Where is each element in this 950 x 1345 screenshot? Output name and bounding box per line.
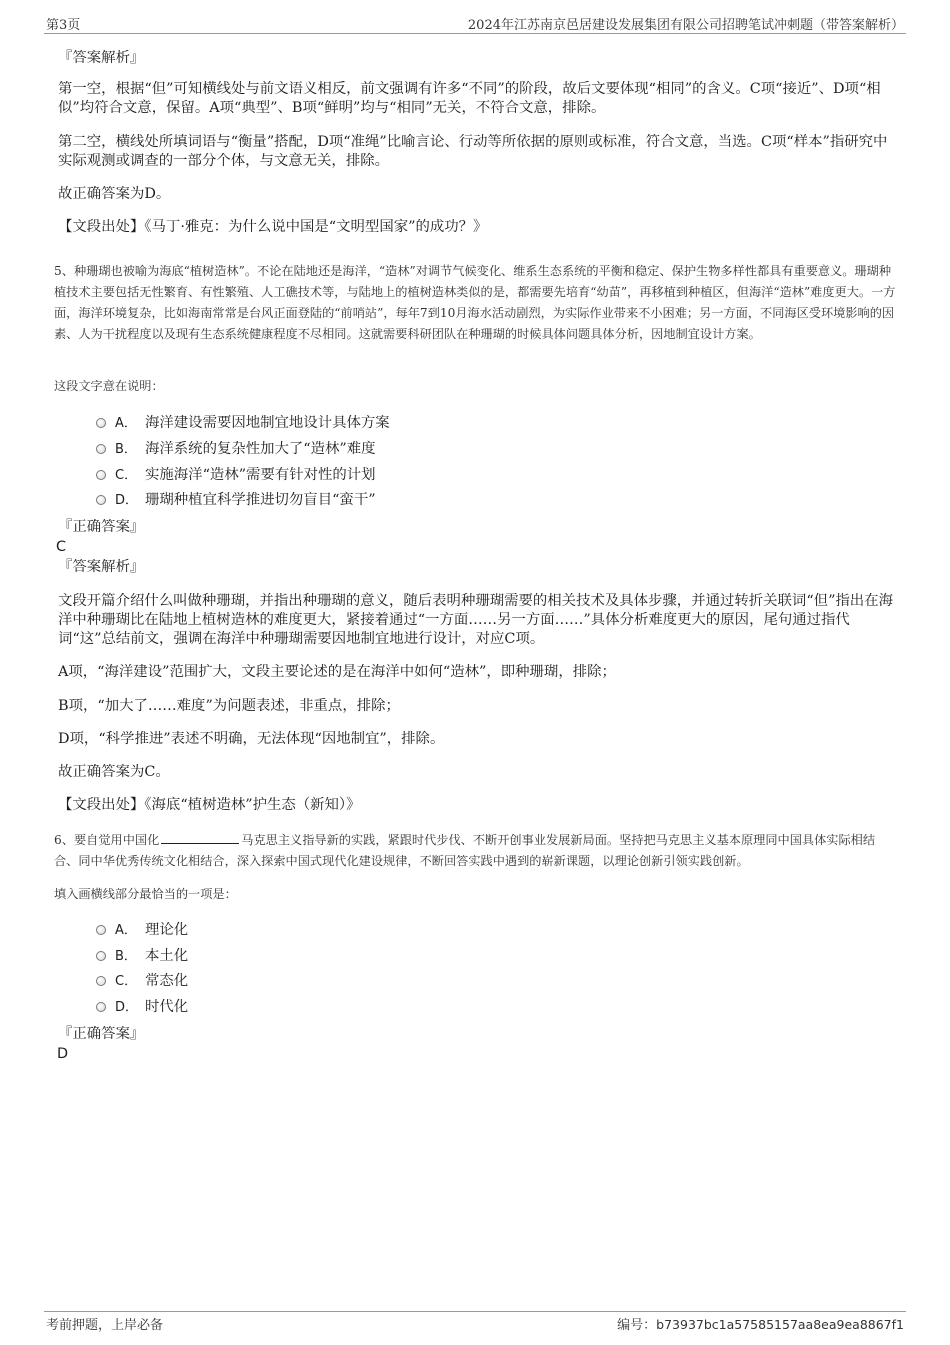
option-key: A． <box>115 416 137 431</box>
option-d[interactable] <box>96 997 188 1017</box>
question-stem <box>54 830 896 872</box>
option-key: B． <box>115 442 137 457</box>
analysis-option-b: B项，“加大了……难度”为问题表述，非重点，排除； <box>58 698 400 714</box>
stem-text: 马克思主义指导新的实践，紧跟时代步伐、不断开创事业发展新局面。坚持把马克思主义基本原理同中国具体实际相结合、同中华优秀传统文化相结合，深入探索中国式现代化建设规律，不断回答实践中遇到的崭新课题，以理论创新引领实践创新。 <box>54 833 876 868</box>
radio-icon[interactable] <box>96 470 106 480</box>
radio-icon[interactable] <box>96 976 106 986</box>
radio-icon[interactable] <box>96 1002 106 1012</box>
fill-blank <box>161 831 239 844</box>
analysis-paragraph: 第一空，根据“但”可知横线处与前文语义相反，前文强调有许多“不同”的阶段，故后文要体现“相同”的含义。C项“接近”、D项“相似”均符合文意，保留。A项“典型”、B项“鲜明”均与“相同”无关，不符合文意，排除。 <box>58 81 881 116</box>
header-divider <box>44 33 906 34</box>
option-c[interactable] <box>96 971 188 991</box>
option-text: 理论化 <box>145 922 189 938</box>
correct-answer: C <box>56 539 67 555</box>
radio-icon[interactable] <box>96 418 106 428</box>
footer-divider <box>44 1311 906 1312</box>
option-b[interactable] <box>96 946 188 966</box>
option-a[interactable] <box>96 413 390 433</box>
option-text: 本土化 <box>145 948 189 964</box>
option-key: B． <box>115 949 137 964</box>
page-number: 第3页 <box>46 18 81 33</box>
option-a[interactable] <box>96 920 188 940</box>
option-text: 海洋系统的复杂性加大了“造林”难度 <box>145 441 376 457</box>
radio-icon[interactable] <box>96 951 106 961</box>
question-prompt: 这段文字意在说明： <box>54 379 164 393</box>
option-key: A． <box>115 923 137 938</box>
source-citation: 【文段出处】《马丁·雅克：为什么说中国是“文明型国家”的成功？》 <box>58 219 488 235</box>
code-label: 编号： <box>617 1318 657 1333</box>
option-key: C． <box>115 468 138 483</box>
option-d[interactable] <box>96 490 376 510</box>
answer-conclusion: 故正确答案为C。 <box>58 764 170 780</box>
option-key: D． <box>115 493 139 508</box>
stem-text: 6、要自觉用中国化 <box>54 833 160 847</box>
radio-icon[interactable] <box>96 925 106 935</box>
answer-conclusion: 故正确答案为D。 <box>58 186 171 202</box>
option-text: 珊瑚种植宜科学推进切勿盲目“蛮干” <box>145 492 376 508</box>
option-c[interactable] <box>96 465 376 485</box>
analysis-label: 『答案解析』 <box>58 50 145 66</box>
option-text: 时代化 <box>145 999 189 1015</box>
option-text: 常态化 <box>145 973 189 989</box>
option-key: C． <box>115 974 138 989</box>
footer-slogan: 考前押题，上岸必备 <box>46 1318 164 1333</box>
question-stem: 5、种珊瑚也被喻为海底“植树造林”。不论在陆地还是海洋，“造林”对调节气候变化、维系生态系统的平衡和稳定、保护生物多样性都具有重要意义。珊瑚种植技术主要包括无性繁育、有性繁殖、人工礁技术等，与陆地上的植树造林类似的是，都需要先培育“幼苗”，再移植到种植区，但海洋“造林”难度更大。一方面，海洋环境复杂，比如海南常常是台风正面登陆的“前哨站”，每年7到10月海水活动剧烈，为实际作业带来不小困难；另一方面，不同海区受环境影响的因素、人为干扰程度以及现有生态系统健康程度不尽相同。这就需要科研团队在种珊瑚的时候具体问题具体分析，因地制宜设计方案。 <box>54 264 896 341</box>
analysis-paragraph: 第二空，横线处所填词语与“衡量”搭配，D项“准绳”比喻言论、行动等所依据的原则或标准，符合文意，当选。C项“样本”指研究中实际观测或调查的一部分个体，与文意无关，排除。 <box>58 134 888 169</box>
analysis-paragraph: 文段开篇介绍什么叫做种珊瑚，并指出种珊瑚的意义，随后表明种珊瑚需要的相关技术及具体步骤，并通过转折关联词“但”指出在海洋中种珊瑚比在陆地上植树造林的难度更大，紧接着通过“一方面……另一方面……”具体分析难度更大的原因，尾句通过指代词“这”总结前文，强调在海洋中种珊瑚需要因地制宜地进行设计，对应C项。 <box>58 593 893 647</box>
correct-answer: D <box>57 1046 69 1062</box>
correct-answer-label: 『正确答案』 <box>58 519 145 535</box>
option-text: 海洋建设需要因地制宜地设计具体方案 <box>145 415 390 431</box>
document-code <box>617 1314 904 1333</box>
code-value: b73937bc1a57585157aa8ea9ea8867f1 <box>656 1317 904 1332</box>
analysis-label: 『答案解析』 <box>58 559 145 575</box>
option-b[interactable] <box>96 439 376 459</box>
source-citation: 【文段出处】《海底“植树造林”护生态（新知）》 <box>58 797 361 813</box>
document-title: 2024年江苏南京邑居建设发展集团有限公司招聘笔试冲刺题（带答案解析） <box>467 18 904 33</box>
question-prompt: 填入画横线部分最恰当的一项是： <box>54 887 237 901</box>
analysis-option-a: A项，“海洋建设”范围扩大，文段主要论述的是在海洋中如何“造林”，即种珊瑚，排除； <box>58 664 616 680</box>
radio-icon[interactable] <box>96 495 106 505</box>
option-key: D． <box>115 1000 139 1015</box>
correct-answer-label: 『正确答案』 <box>58 1026 145 1042</box>
option-text: 实施海洋“造林”需要有针对性的计划 <box>145 467 376 483</box>
analysis-option-d: D项，“科学推进”表述不明确，无法体现“因地制宜”，排除。 <box>58 731 445 747</box>
radio-icon[interactable] <box>96 444 106 454</box>
